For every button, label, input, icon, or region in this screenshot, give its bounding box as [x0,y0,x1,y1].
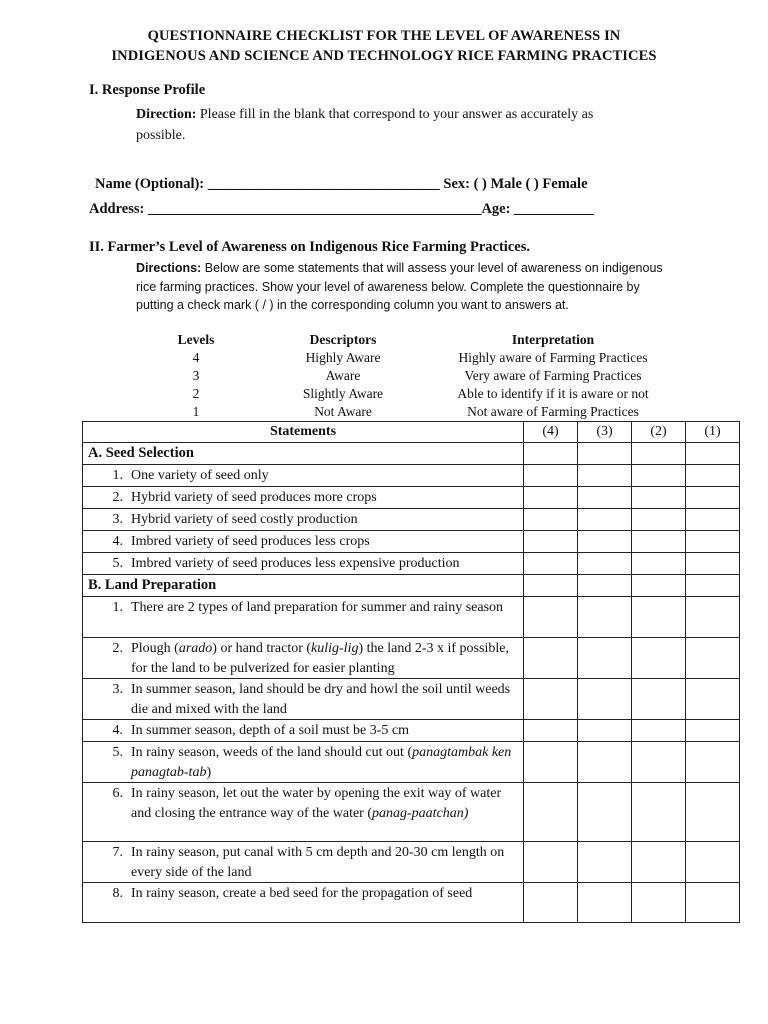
check-cell [686,575,740,597]
statement-cell [83,720,524,742]
item-number: 5. [112,556,123,571]
item-text: In rainy season, put canal with 5 cm depth and 20-30 cm length on every side of the land [131,845,505,880]
check-cell-3[interactable] [578,487,632,509]
item-text: Imbred variety of seed produces less crops [131,534,370,549]
check-cell-3[interactable] [578,783,632,842]
text-part: ) [206,764,212,780]
check-cell-1[interactable] [686,638,740,679]
text-part: ) the land 2-3 x if possible, for the land to be pulverized for easier planting [131,641,509,676]
check-cell-4[interactable] [524,487,578,509]
check-cell-4[interactable] [524,597,578,638]
item-text: Hybrid variety of seed produces more crops [131,490,377,505]
check-cell [524,575,578,597]
check-cell-1[interactable] [686,531,740,553]
check-cell-4[interactable] [524,883,578,923]
item-number: 5. [112,745,123,760]
header-level-1: (1) [686,422,740,443]
check-cell-2[interactable] [632,531,686,553]
header-level-3: (3) [578,422,632,443]
statement-cell [83,597,524,638]
legend-level: 3 [192,368,200,383]
check-cell-2[interactable] [632,509,686,531]
name-sex-line[interactable]: Name (Optional): ________________________________ Sex: ( ) Male ( ) Female [95,176,588,192]
italic-term-panag-paatchan: panag-paatchan) [372,805,469,821]
section-title: B. Land Preparation [83,575,524,597]
item-number: 2. [112,641,123,656]
check-cell-4[interactable] [524,742,578,783]
table-header-row [83,422,740,443]
header-statements: Statements [83,422,524,443]
check-cell-4[interactable] [524,842,578,883]
check-cell-1[interactable] [686,509,740,531]
item-text: In summer season, depth of a soil must be 3-5 cm [131,723,410,738]
check-cell-2[interactable] [632,465,686,487]
item-number: 6. [112,786,123,801]
item-number: 3. [112,682,123,697]
check-cell-4[interactable] [524,679,578,720]
legend-level: 1 [192,404,200,419]
item-text: In summer season, land should be dry and howl the soil until weeds die and mixed with the land [131,682,511,717]
table-row [83,842,740,883]
item-text [131,784,521,823]
statement-cell [83,465,524,487]
item-number: 3. [112,512,123,527]
legend-header-levels: Levels [177,332,215,347]
check-cell-2[interactable] [632,487,686,509]
item-number: 4. [112,723,123,738]
item-number: 1. [112,600,123,615]
table-row [83,465,740,487]
section-1-direction [136,104,606,146]
check-cell-2[interactable] [632,638,686,679]
check-cell-2[interactable] [632,553,686,575]
legend-level: 4 [192,350,200,365]
legend-header [0,331,768,349]
statement-cell [83,487,524,509]
statement-cell [83,553,524,575]
check-cell-3[interactable] [578,638,632,679]
table-row [83,509,740,531]
check-cell-3[interactable] [578,465,632,487]
statement-cell [83,509,524,531]
legend-interpretation: Very aware of Farming Practices [464,368,642,383]
legend-row [0,349,768,367]
check-cell-1[interactable] [686,720,740,742]
questionnaire-title [0,26,768,66]
check-cell-1[interactable] [686,883,740,923]
item-text: In rainy season, create a bed seed for the propagation of seed [131,886,473,901]
check-cell-3[interactable] [578,720,632,742]
section-row-seed-selection [83,443,740,465]
check-cell-4[interactable] [524,531,578,553]
check-cell-1[interactable] [686,842,740,883]
section-2-heading: II. Farmer’s Level of Awareness on Indigenous Rice Farming Practices. [89,239,530,255]
item-text: One variety of seed only [131,468,269,483]
check-cell-4[interactable] [524,638,578,679]
check-cell-1[interactable] [686,487,740,509]
statement-cell [83,742,524,783]
check-cell [632,575,686,597]
statement-cell [83,638,524,679]
item-number: 7. [112,845,123,860]
text-part: ) or hand tractor ( [212,641,312,656]
check-cell-2[interactable] [632,742,686,783]
title-line-2: INDIGENOUS AND SCIENCE AND TECHNOLOGY RICE FARMING PRACTICES [111,48,657,64]
table-row [83,553,740,575]
legend-row [0,403,768,421]
header-level-2: (2) [632,422,686,443]
legend-interpretation: Highly aware of Farming Practices [458,350,648,365]
check-cell [686,443,740,465]
legend-descriptor: Not Aware [314,404,372,419]
check-cell-4[interactable] [524,720,578,742]
section-1-heading: I. Response Profile [89,82,206,98]
item-number: 4. [112,534,123,549]
check-cell-3[interactable] [578,531,632,553]
italic-term-kulig-lig: kulig-lig [311,641,359,656]
awareness-checklist-table [82,421,740,923]
table-row [83,487,740,509]
statement-cell [83,842,524,883]
italic-term-arado: arado [178,641,213,656]
statement-cell [83,783,524,842]
check-cell-1[interactable] [686,465,740,487]
check-cell [578,575,632,597]
check-cell-4[interactable] [524,509,578,531]
item-text [131,743,521,782]
check-cell-3[interactable] [578,842,632,883]
legend-header-interpretation: Interpretation [511,332,595,347]
table-row [83,531,740,553]
table-row [83,742,740,783]
check-cell-3[interactable] [578,679,632,720]
directions-label: Directions: [136,261,202,275]
item-number: 1. [112,468,123,483]
awareness-legend [0,331,768,421]
item-text: Imbred variety of seed produces less expensive production [131,556,460,571]
section-title: A. Seed Selection [83,443,524,465]
item-number: 8. [112,886,123,901]
check-cell-3[interactable] [578,742,632,783]
legend-interpretation: Able to identify if it is aware or not [457,386,649,401]
legend-row [0,367,768,385]
check-cell-1[interactable] [686,597,740,638]
statement-cell [83,883,524,923]
text-part: In rainy season, let out the water by opening the exit way of water and closing the entrance way of the water ( [131,786,502,821]
section-2-directions [136,259,676,315]
check-cell-3[interactable] [578,883,632,923]
check-cell-2[interactable] [632,679,686,720]
directions-text: Below are some statements that will assess your level of awareness on indigenous rice farming practices. Show your level of awareness below. Complete the questionnaire by putting a check mark ( / ) in the corresponding column you want to answers at. [136,261,663,312]
check-cell-4[interactable] [524,553,578,575]
table-row [83,720,740,742]
check-cell-1[interactable] [686,679,740,720]
check-cell [524,443,578,465]
direction-text: Please fill in the blank that correspond to your answer as accurately as possible. [136,107,594,143]
item-number: 2. [112,490,123,505]
legend-header-descriptors: Descriptors [309,332,377,347]
table-row [83,783,740,842]
check-cell-3[interactable] [578,553,632,575]
check-cell-2[interactable] [632,842,686,883]
check-cell [632,443,686,465]
address-age-line[interactable]: Address: ______________________________________________Age: ___________ [89,201,594,217]
check-cell-2[interactable] [632,720,686,742]
check-cell-3[interactable] [578,597,632,638]
italic-term-panagtambak: panagtambak ken panagtab-tab [131,745,512,780]
statement-cell [83,531,524,553]
legend-level: 2 [192,386,200,401]
check-cell-2[interactable] [632,883,686,923]
check-cell-1[interactable] [686,553,740,575]
title-line-1: QUESTIONNAIRE CHECKLIST FOR THE LEVEL OF AWARENESS IN [147,28,621,44]
table-row [83,597,740,638]
check-cell [578,443,632,465]
item-text: Hybrid variety of seed costly production [131,512,358,527]
check-cell-2[interactable] [632,597,686,638]
statement-cell [83,679,524,720]
item-text [131,639,521,678]
check-cell-3[interactable] [578,509,632,531]
table-row [83,638,740,679]
legend-descriptor: Slightly Aware [302,386,384,401]
direction-label: Direction: [136,107,197,122]
table-row [83,679,740,720]
check-cell-1[interactable] [686,742,740,783]
table-row [83,883,740,923]
check-cell-1[interactable] [686,783,740,842]
check-cell-4[interactable] [524,465,578,487]
legend-descriptor: Aware [325,368,361,383]
check-cell-2[interactable] [632,783,686,842]
text-part: Plough ( [131,641,179,656]
header-level-4: (4) [524,422,578,443]
legend-interpretation: Not aware of Farming Practices [467,404,639,419]
legend-row [0,385,768,403]
check-cell-4[interactable] [524,783,578,842]
text-part: In rainy season, weeds of the land should cut out ( [131,745,413,760]
item-text: There are 2 types of land preparation for summer and rainy season [131,600,504,615]
section-row-land-preparation [83,575,740,597]
legend-descriptor: Highly Aware [305,350,381,365]
